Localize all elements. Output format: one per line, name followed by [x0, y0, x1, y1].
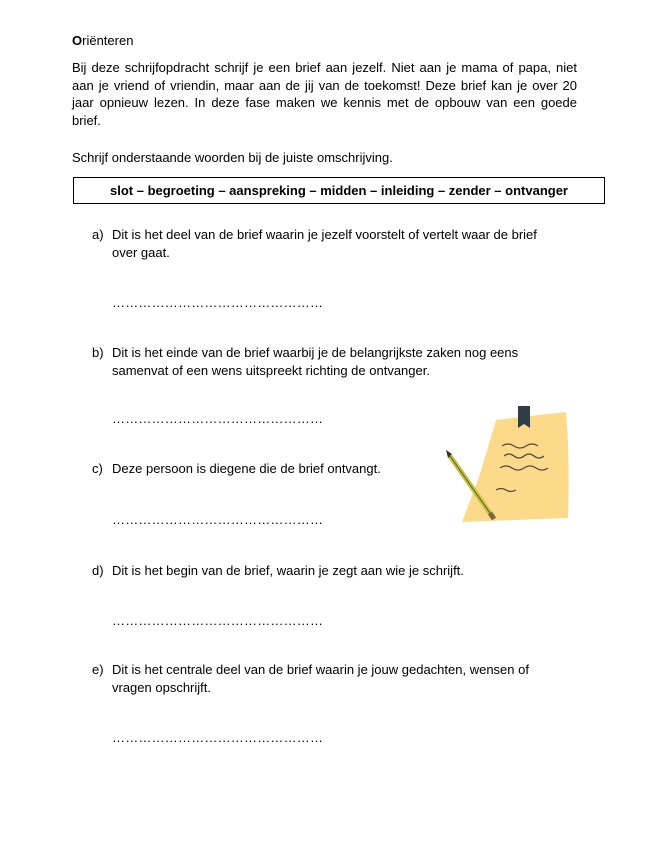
paper-shape [462, 412, 569, 522]
heading-first-letter: O [72, 33, 83, 48]
question-letter: e) [92, 662, 104, 677]
question-text: Dit is het einde van de brief waarbij je de belangrijkste zaken nog eens samenvat of een wens uitspreekt richting de ontvanger. [112, 345, 519, 378]
heading-rest: riënteren [82, 33, 134, 48]
question-text: Deze persoon is diegene die de brief ontvangt. [112, 461, 381, 476]
question-b [92, 344, 562, 379]
section-heading [72, 33, 133, 48]
question-text: Dit is het centrale deel van de brief waarin je jouw gedachten, wensen of vragen opschrijft. [112, 662, 529, 695]
question-text: Dit is het begin van de brief, waarin je zegt aan wie je schrijft. [112, 563, 464, 578]
answer-line-d[interactable]: ………………………………………… [112, 613, 324, 628]
question-d [92, 562, 562, 580]
question-e [92, 661, 562, 696]
answer-line-a[interactable]: ………………………………………… [112, 295, 324, 310]
question-letter: c) [92, 461, 103, 476]
answer-line-b[interactable]: ………………………………………… [112, 411, 324, 426]
question-letter: a) [92, 227, 104, 242]
question-letter: d) [92, 563, 104, 578]
answer-line-e[interactable]: ………………………………………… [112, 730, 324, 745]
question-letter: b) [92, 345, 104, 360]
question-a [92, 226, 562, 261]
instruction-text: Schrijf onderstaande woorden bij de juiste omschrijving. [72, 150, 393, 165]
letter-and-pencil-icon [444, 400, 574, 525]
question-text: Dit is het deel van de brief waarin je jezelf voorstelt of vertelt waar de brief over gaat. [112, 227, 537, 260]
intro-paragraph: Bij deze schrijfopdracht schrijf je een brief aan jezelf. Niet aan je mama of papa, niet aan je vriend of vriendin, maar aan de jij van de toekomst! Deze brief kan je over 20 jaar opnieuw lezen. In deze fase maken we kennis met de opbouw van een goede brief. [72, 60, 577, 128]
word-bank-box: slot – begroeting – aanspreking – midden – inleiding – zender – ontvanger [73, 177, 605, 204]
answer-line-c[interactable]: ………………………………………… [112, 512, 324, 527]
